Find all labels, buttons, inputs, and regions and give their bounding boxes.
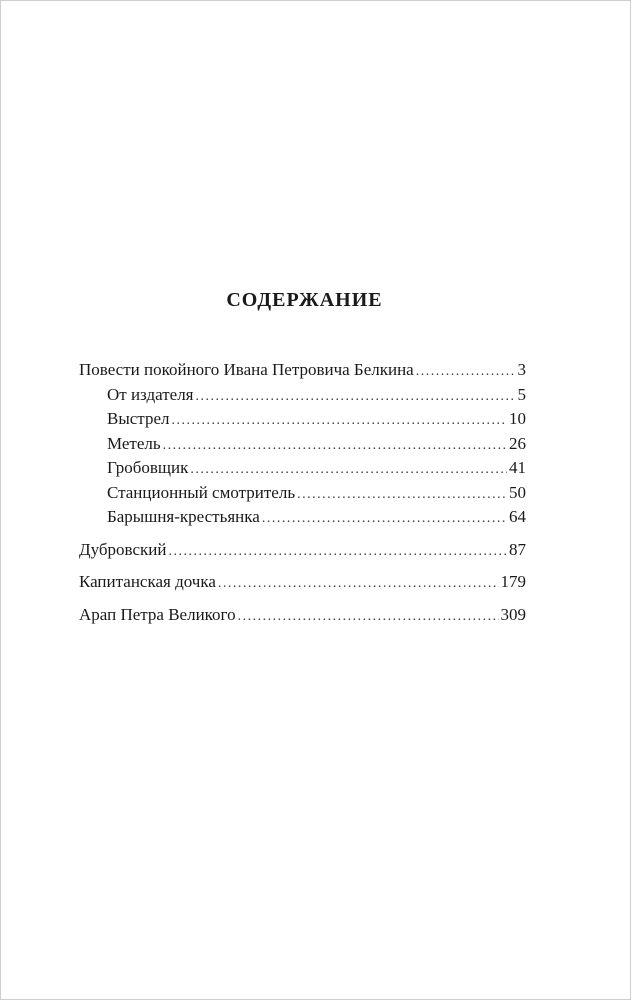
toc-entry-the-shot[interactable]: [79, 408, 526, 433]
toc-heading: СОДЕРЖАНИЕ: [226, 289, 383, 311]
dot-leader: [297, 484, 507, 507]
toc-entry-title: Дубровский: [79, 539, 167, 559]
dot-leader: [238, 606, 499, 629]
dot-leader: [218, 573, 499, 596]
toc-entry-title: Повести покойного Ивана Петровича Белкина: [79, 360, 414, 379]
toc-entry-title: Метель: [107, 433, 161, 453]
toc-entry-moor-of-peter[interactable]: [79, 604, 526, 629]
dot-leader: [168, 541, 507, 564]
toc-entry-title: Станционный смотритель: [107, 482, 296, 502]
toc-entry-belkin-tales[interactable]: [79, 359, 526, 384]
toc-entry-page: 64: [509, 507, 526, 526]
toc-entry-squire-daughter[interactable]: [79, 506, 526, 531]
toc-entry-from-publisher[interactable]: [79, 384, 526, 409]
toc-entry-title: Выстрел: [107, 409, 170, 428]
dot-leader: [190, 459, 507, 482]
toc-entry-dubrovsky[interactable]: [79, 539, 526, 564]
dot-leader: [262, 508, 507, 531]
toc-entry-captains-daughter[interactable]: [79, 571, 526, 596]
toc-entry-the-blizzard[interactable]: [79, 433, 526, 458]
dot-leader: [163, 435, 507, 458]
toc-entry-stationmaster[interactable]: [79, 482, 526, 507]
toc-entry-page: 179: [500, 572, 526, 591]
toc-entry-the-undertaker[interactable]: [79, 457, 526, 482]
table-of-contents: [79, 359, 526, 628]
toc-entry-page: 5: [517, 384, 526, 404]
toc-entry-title: От издателя: [107, 384, 194, 404]
toc-entry-page: 309: [500, 604, 526, 624]
toc-entry-title: Барышня-крестьянка: [107, 507, 260, 526]
toc-entry-page: 41: [509, 458, 526, 477]
toc-entry-title: Арап Петра Великого: [79, 604, 236, 624]
toc-entry-title: Капитанская дочка: [79, 572, 216, 591]
dot-leader: [171, 410, 507, 433]
dot-leader: [196, 386, 516, 409]
toc-entry-page: 50: [509, 482, 526, 502]
dot-leader: [416, 361, 516, 384]
toc-entry-page: 26: [509, 433, 526, 453]
toc-entry-page: 10: [509, 409, 526, 428]
toc-entry-page: 87: [509, 539, 526, 559]
toc-entry-title: Гробовщик: [107, 458, 189, 477]
toc-entry-page: 3: [517, 360, 526, 379]
